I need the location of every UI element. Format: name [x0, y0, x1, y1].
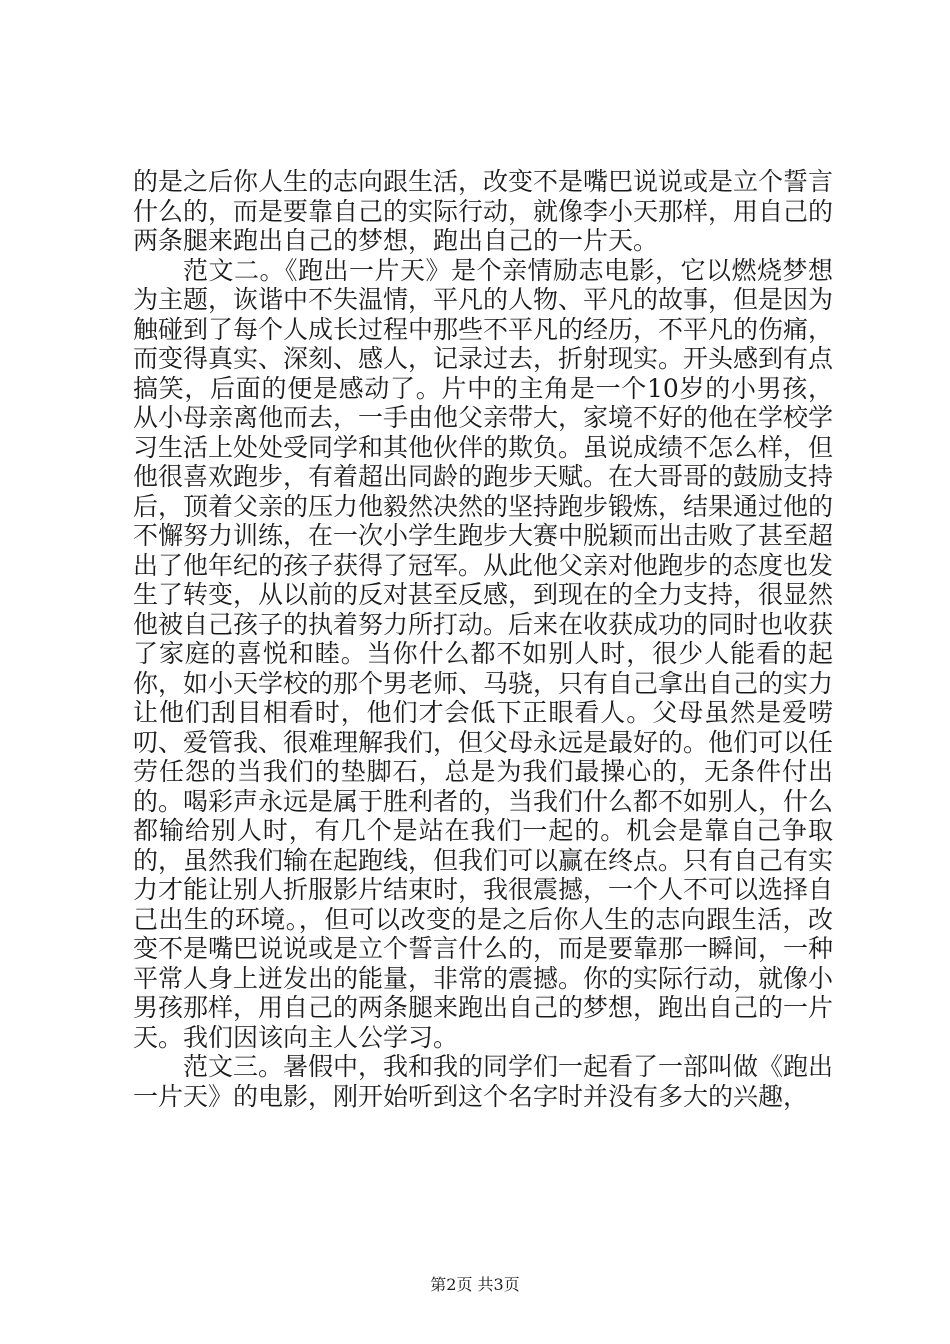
- paragraph-essay-two: 范文二。《跑出一片天》是个亲情励志电影，它以燃烧梦想为主题，诙谐中不失温情，平凡的人物、平凡的故事，但是因为触碰到了每个人成长过程中那些不平凡的经历，不平凡的伤痛，而变得真实、深刻、感人，记录过去，折射现实。开头感到有点搞笑，后面的便是感动了。片中的主角是一个10岁的小男孩，从小母亲离他而去，一手由他父亲带大，家境不好的他在学校学习生活上处处受同学和其他伙伴的欺负。虽说成绩不怎么样，但他很喜欢跑步，有着超出同龄的跑步天赋。在大哥哥的鼓励支持后，顶着父亲的压力他毅然决然的坚持跑步锻炼，结果通过他的不懈努力训练，在一次小学生跑步大赛中脱颖而出击败了甚至超出了他年纪的孩子获得了冠军。从此他父亲对他跑步的态度也发生了转变，从以前的反对甚至反感，到现在的全力支持，很显然他被自己孩子的执着努力所打动。后来在收获成功的同时也收获了家庭的喜悦和睦。当你什么都不如别人时，很少人能看的起你，如小天学校的那个男老师、马骁，只有自己拿出自己的实力让他们刮目相看时，他们才会低下正眼看人。父母虽然是爱唠叨、爱管我、很难理解我们，但父母永远是最好的。他们可以任劳任怨的当我们的垫脚石，总是为我们最操心的，无条件付出的。喝彩声永远是属于胜利者的，当我们什么都不如别人，什么都输给别人时，有几个是站在我们一起的。机会是靠自己争取的，虽然我们输在起跑线，但我们可以赢在终点。只有自己有实力才能让别人折服影片结束时，我很震撼，一个人不可以选择自己出生的环境。，但可以改变的是之后你人生的志向跟生活，改变不是嘴巴说说或是立个誓言什么的，而是要靠那一瞬间，一种平常人身上迸发出的能量，非常的震撼。你的实际行动，就像小男孩那样，用自己的两条腿来跑出自己的梦想，跑出自己的一片天。我们因该向主人公学习。: [133, 255, 834, 1052]
- paragraph-essay-three: 范文三。暑假中，我和我的同学们一起看了一部叫做《跑出一片天》的电影，刚开始听到这个名字时并没有多大的兴趣，: [133, 1052, 834, 1111]
- document-body: [133, 167, 833, 1111]
- page-footer: 第2页 共3页: [430, 1275, 520, 1294]
- paragraph-continuation: 的是之后你人生的志向跟生活，改变不是嘴巴说说或是立个誓言什么的，而是要靠自己的实际行动，就像李小天那样，用自己的两条腿来跑出自己的梦想，跑出自己的一片天。: [133, 167, 834, 255]
